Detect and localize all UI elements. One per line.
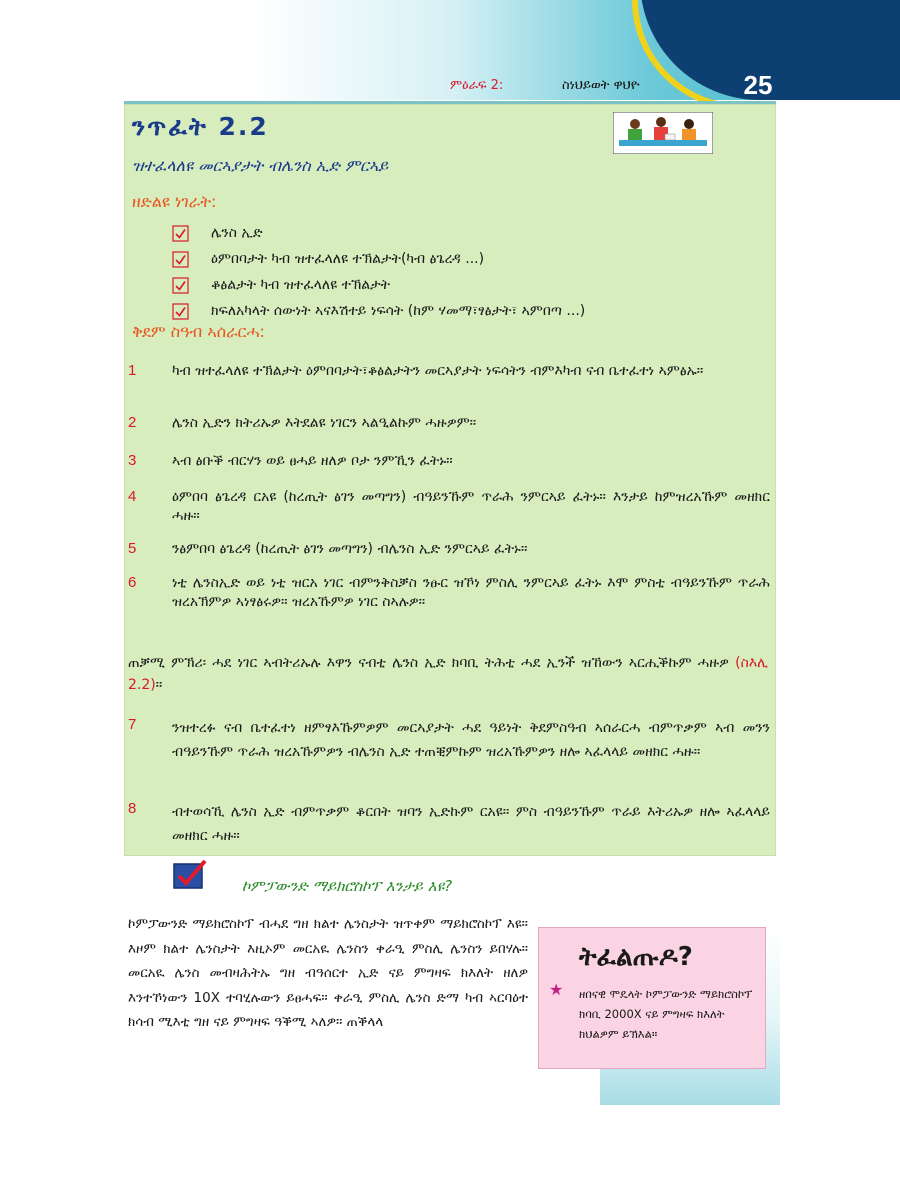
- tip-paragraph: [128, 652, 768, 696]
- checkbox-icon: [172, 251, 189, 268]
- step-text: ሌንስ ኢድን ክትሪኡዎ እትደልዩ ነገርን ኣልዒልኩም ሓዙዎም።: [172, 415, 477, 431]
- section-heading: ኮምፓውንድ ማይክሮስኮፕ እንታይ እዩ?: [242, 877, 453, 895]
- aside-title: ትፈልጡዶ?: [579, 942, 693, 972]
- step-text: ዕምበባ ፅጌረዳ ርአዩ (ከረጢት ፅገን መጣግን) ብዓይንኹም ጥራሕ ንምርኣይ ፈትኑ። እንታይ ከምዝረአኹም መዘክር ሓዙ።: [172, 489, 770, 524]
- tip-text: ጠቓሚ ምኽሪ፡ ሓደ ነገር ኣብትሪኡሉ እዋን ናብቲ ሌንስ ኢድ ክባቢ ትሕቲ ሓደ ኢንች ዝኸውን ኣርሒቕኩም ሓዙዎ: [128, 655, 729, 671]
- step-number: 4: [128, 488, 137, 505]
- materials-list: [172, 220, 772, 324]
- material-label: ሌንስ ኢድ: [211, 225, 263, 241]
- list-item: [172, 298, 772, 324]
- step-number: 5: [128, 540, 137, 557]
- list-item: [172, 246, 772, 272]
- students-illustration: [613, 112, 713, 154]
- step-text: ነቲ ሌንስኢድ ወይ ነቲ ዝርአ ነገር ብምንቅስቓስ ንፁር ዝኾነ ምስሊ ንምርኣይ ፈትኑ እሞ ምስቲ ብዓይንኹም ጥራሕ ዝረአኽምዎ ኣነፃፅሩዎ። ዝረአኹምዎ ነገር ስኣሉዎ።: [172, 575, 770, 610]
- list-item: [172, 272, 772, 298]
- activity-title: ንጥፈት 2.2: [132, 112, 269, 141]
- page-number: 25: [743, 70, 773, 100]
- material-label: ክፍለአካላት ሰውነት ኣናእሽተይ ነፍሳት (ከም ሃመማ፣ፃፅታት፣ ኣምበጣ ...): [211, 303, 586, 319]
- star-icon: ★: [549, 980, 564, 999]
- step-text: ንፅምበባ ፅጌረዳ (ከረጢት ፅገን መጣግን) ብሌንስ ኢድ ንምርኣይ ፈትኑ።: [172, 541, 528, 557]
- step-number: 1: [128, 362, 137, 379]
- step-number: 3: [128, 452, 137, 469]
- step-number: 8: [128, 800, 137, 817]
- checkbox-icon: [172, 303, 189, 320]
- tick-box-icon: [172, 858, 208, 890]
- figure-reference: (ስእሊ 2.2): [128, 655, 768, 693]
- aside-text: ዘበናዊ ሞዴላት ኮምፓውንድ ማይክሮስኮፕ ክባቢ 2000X ናይ ምግዛፍ ክእለት ክህልዎም ይኽእል።: [579, 987, 753, 1041]
- tip-end: ።: [155, 677, 163, 693]
- material-label: ዕምበባታት ካብ ዝተፈላለዩ ተኽልታት(ካብ ፅጌረዳ ...): [211, 251, 485, 267]
- procedure-heading: ቅደም ስዓብ ኣሰራርሓ:: [132, 322, 265, 341]
- unit-label: ምዕራፍ 2:: [450, 78, 504, 93]
- checkbox-icon: [172, 277, 189, 294]
- step-text: ኣብ ፅቡቕ ብርሃን ወይ ፀሓይ ዘለዎ ቦታ ንምኺን ፈትኑ።: [172, 453, 453, 469]
- activity-subtitle: ዝተፈላለዩ መርኣያታት ብሌንስ ኢድ ምርኣይ: [132, 156, 389, 175]
- step-number: 6: [128, 574, 137, 591]
- materials-heading: ዘድልዩ ነገራት:: [132, 192, 217, 211]
- step-number: 7: [128, 716, 137, 733]
- material-label: ቆፅልታት ካብ ዝተፈላለዩ ተኽልታት: [211, 277, 391, 293]
- step-text: ብተወሳኺ ሌንስ ኢድ ብምጥቃም ቆርበት ዝባን ኢድኩም ርአዩ። ምስ ብዓይንኹም ጥራይ እትሪኡዎ ዘሎ ኣፈላላይ መዘክር ሓዙ።: [172, 804, 770, 844]
- step-text: ካብ ዝተፈላለዩ ተኽልታት ዕምበባታት፣ቆፅልታትን መርኣያታት ነፍሳትን ብምእካብ ናብ ቤተፈተነ ኣምፅኡ።: [172, 363, 704, 379]
- unit-title: ስነህይወት ዋህዮ: [562, 78, 640, 93]
- checkbox-icon: [172, 225, 189, 242]
- did-you-know-box: [538, 927, 766, 1069]
- body-paragraph: ኮምፓውንድ ማይክሮስኮፕ ብሓደ ግዘ ክልተ ሌንስታት ዝጥቀም ማይክሮስኮፕ እዩ። እዞም ክልተ ሌንስታት እዚኦም መርአዪ ሌንስን ቀራዒ ምስሊ ሌንስን ይበሃሉ። መርአዪ ሌንስ መብዛሕትኡ ግዘ ብዓሰርተ ኢድ ናይ ምግዛፍ ክእለት ዘለዎ እንተኾነውን 10X ተባሂሉውን ይፀሓፍ። ቀራዒ ምስሊ ሌንስ ድማ ካብ ኣርባዕተ ክሳብ ሚእቲ ግዘ ናይ ምግዛፍ ዓቕሚ ኣለዎ። ጠቕላላ: [128, 916, 528, 1030]
- list-item: [172, 220, 772, 246]
- step-text: ንዝተረፉ ናብ ቤተፈተነ ዘምፃእኹምዎም መርኣያታት ሓደ ዓይነት ቅደምስዓብ ኣሰራርሓ ብምጥቃም ኣብ መንን ብዓይንኹም ጥራሕ ዝረአኹምዎን ብሌንስ ኢድ ተጠቒምኩም ዝረአኹምዎን ዘሎ ኣፈላላይ መዘክር ሓዙ።: [172, 720, 770, 760]
- step-number: 2: [128, 414, 137, 431]
